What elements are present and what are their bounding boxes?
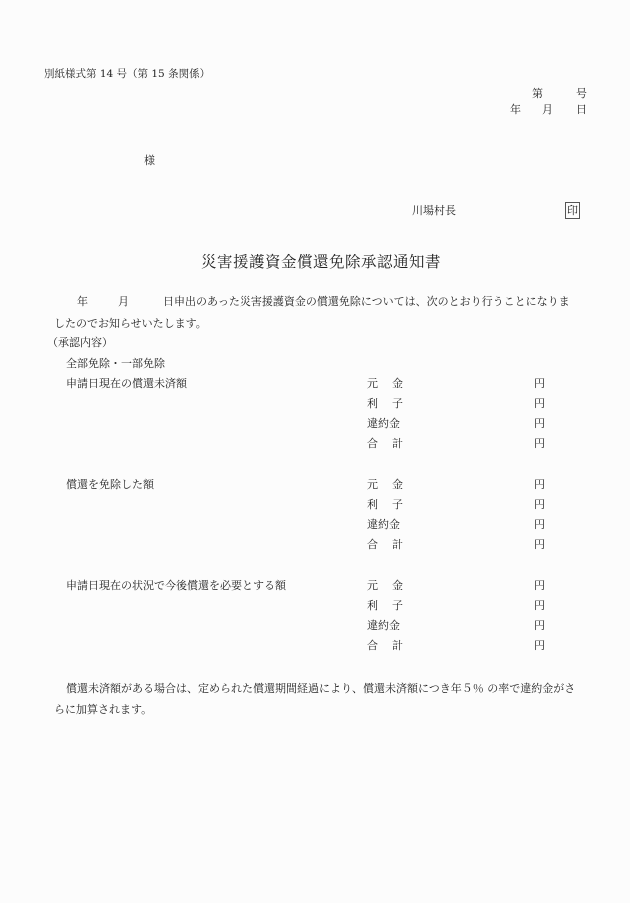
note-line-1: 償還未済額がある場合は、定められた償還期間経過により、償還未済額につき年５％ の率で違約金がさ bbox=[66, 682, 576, 695]
body-paragraph-line-2: したのでお知らせいたします。 bbox=[54, 317, 207, 330]
body-paragraph-line-1 bbox=[77, 296, 570, 307]
yen-unit: 円 bbox=[534, 417, 545, 430]
item-interest: 利 子 bbox=[367, 397, 403, 410]
item-principal: 元 金 bbox=[367, 377, 403, 390]
item-penalty: 違約金 bbox=[367, 518, 400, 531]
issuer-name: 川場村長 bbox=[412, 204, 456, 217]
item-interest: 利 子 bbox=[367, 498, 403, 511]
body-year: 年 bbox=[77, 295, 88, 308]
yen-unit: 円 bbox=[534, 397, 545, 410]
yen-unit: 円 bbox=[534, 518, 545, 531]
item-total: 合 計 bbox=[367, 437, 403, 450]
document-number-suffix: 号 bbox=[576, 87, 587, 100]
yen-unit: 円 bbox=[534, 377, 545, 390]
section-label-exempted: 償還を免除した額 bbox=[66, 478, 154, 491]
section-label-remaining: 申請日現在の状況で今後償還を必要とする額 bbox=[66, 579, 286, 592]
item-penalty: 違約金 bbox=[367, 619, 400, 632]
yen-unit: 円 bbox=[534, 619, 545, 632]
seal-mark: 印 bbox=[567, 204, 578, 217]
document-title: 災害援護資金償還免除承認通知書 bbox=[201, 253, 442, 271]
yen-unit: 円 bbox=[534, 579, 545, 592]
item-penalty: 違約金 bbox=[367, 417, 400, 430]
date-month-label: 月 bbox=[542, 103, 553, 116]
yen-unit: 円 bbox=[534, 538, 545, 551]
yen-unit: 円 bbox=[534, 599, 545, 612]
body-month: 月 bbox=[118, 295, 129, 308]
yen-unit: 円 bbox=[534, 478, 545, 491]
item-total: 合 計 bbox=[367, 639, 403, 652]
item-interest: 利 子 bbox=[367, 599, 403, 612]
item-principal: 元 金 bbox=[367, 579, 403, 592]
note-line-2: らに加算されます。 bbox=[54, 703, 153, 716]
form-number: 別紙様式第 14 号（第 15 条関係） bbox=[44, 68, 211, 80]
item-total: 合 計 bbox=[367, 538, 403, 551]
exemption-type: 全部免除・一部免除 bbox=[66, 357, 165, 370]
yen-unit: 円 bbox=[534, 498, 545, 511]
addressee-honorific: 様 bbox=[144, 154, 155, 167]
body-text: 日申出のあった災害援護資金の償還免除については、次のとおり行うことになりま bbox=[163, 295, 570, 308]
item-principal: 元 金 bbox=[367, 478, 403, 491]
date-year-label: 年 bbox=[510, 103, 521, 116]
date-day-label: 日 bbox=[576, 103, 587, 116]
yen-unit: 円 bbox=[534, 639, 545, 652]
section-label-outstanding: 申請日現在の償還未済額 bbox=[66, 377, 187, 390]
document-number-label: 第 bbox=[532, 87, 543, 100]
yen-unit: 円 bbox=[534, 437, 545, 450]
approval-heading: （承認内容） bbox=[47, 336, 113, 349]
